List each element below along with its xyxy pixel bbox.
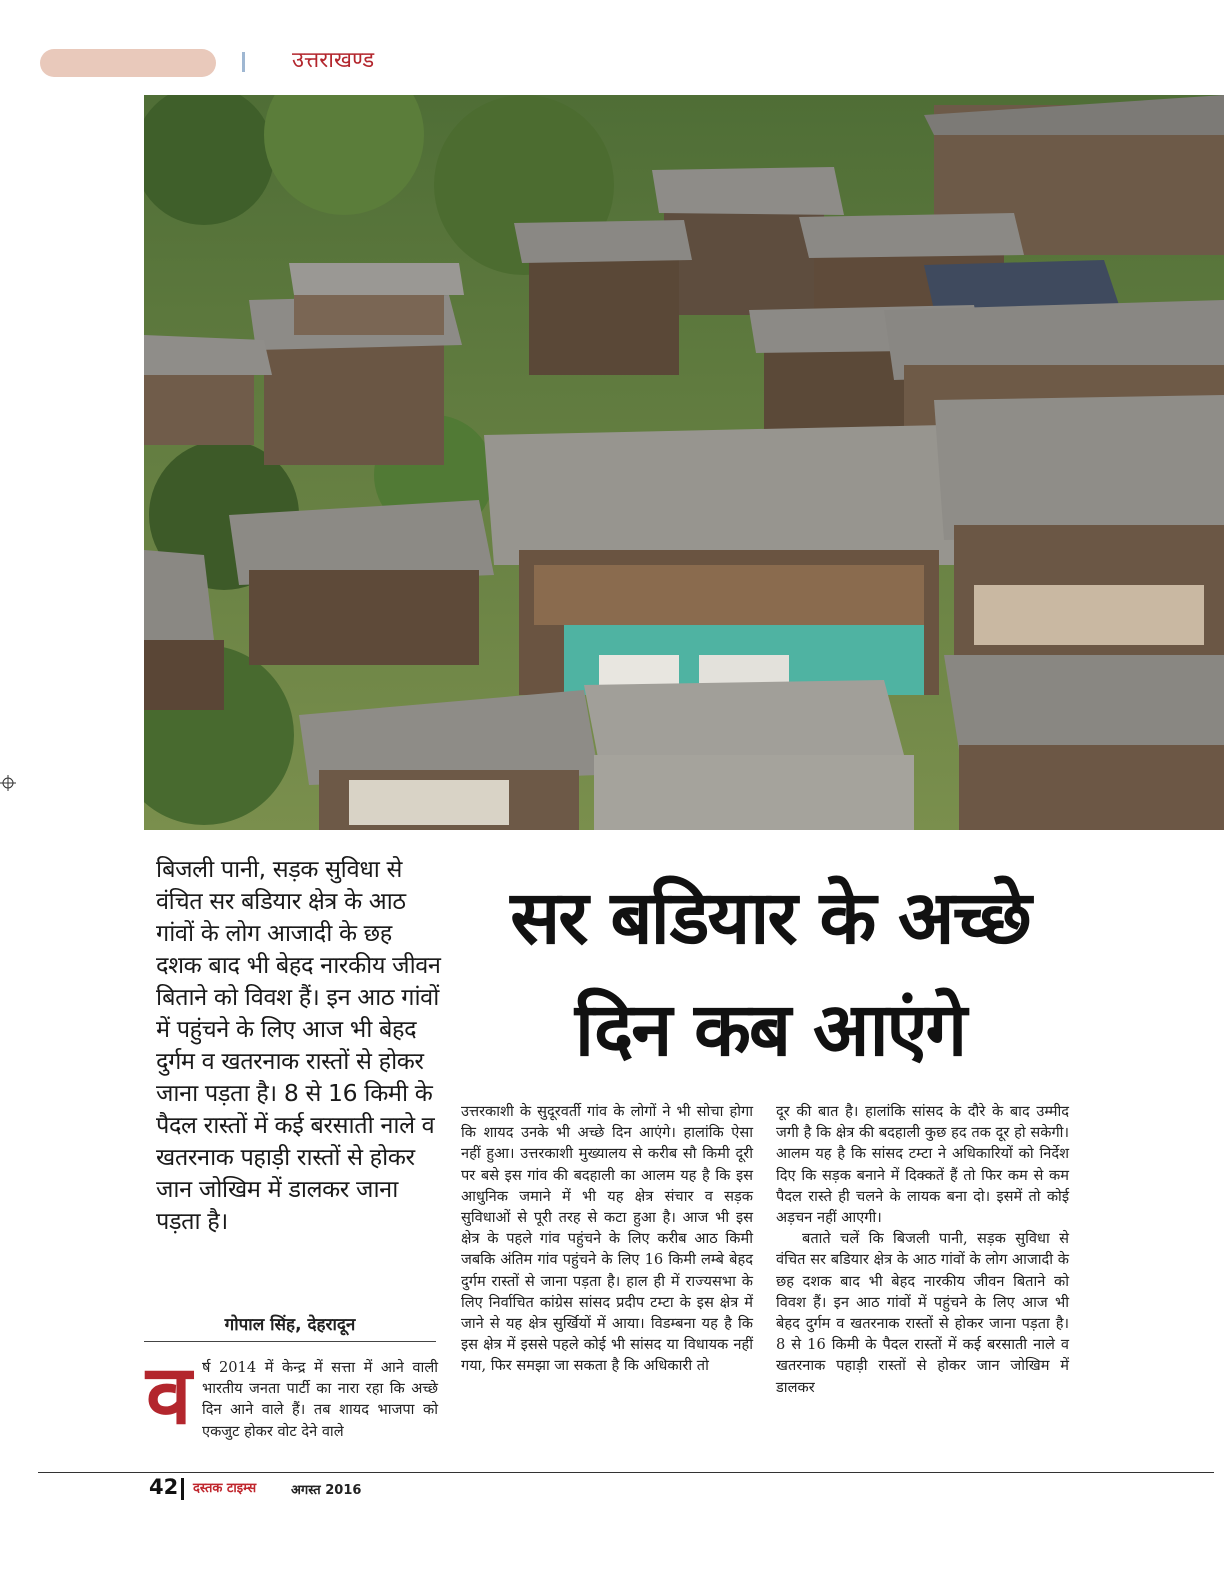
page-number: 42 xyxy=(149,1475,179,1499)
dropcap: व xyxy=(146,1348,192,1443)
section-label: उत्तराखण्ड xyxy=(292,48,375,73)
body-column-1: र्ष 2014 में केन्द्र में सत्ता में आने वाली भारतीय जनता पार्टी का नारा रहा कि अच्छे दिन आने वाले हैं। तब शायद भाजपा को एकजुट होकर वोट देने वाले xyxy=(202,1359,438,1440)
registration-mark-icon xyxy=(0,775,16,791)
section-pill-decoration xyxy=(40,49,216,77)
body-column-3-paragraph-2: बताते चलें कि बिजली पानी, सड़क सुविधा से वंचित सर बडियार क्षेत्र के आठ गांवों के लोग आजादी के छह दशक बाद भी बेहद नारकीय जीवन बिताने को विवश हैं। इन आठ गांवों में पहुंचने के लिए आज भी बेहद दुर्गम व खतरनाक रास्तों से होकर जाना पड़ता है। 8 से 16 किमी के पैदल रास्तों में कई बरसाती नाले व खतरनाक पहाड़ी रास्तों से होकर जान जोखिम में डालकर xyxy=(776,1230,1069,1396)
standfirst: बिजली पानी, सड़क सुविधा से वंचित सर बडियार क्षेत्र के आठ गांवों के लोग आजादी के छह दशक बाद भी बेहद नारकीय जीवन बिताने को विवश हैं। इन आठ गांवों में पहुंचने के लिए आज भी बेहद दुर्गम व खतरनाक रास्तों से होकर जाना पड़ता है। 8 से 16 किमी के पैदल रास्तों में कई बरसाती नाले व खतरनाक पहाड़ी रास्तों से होकर जान जोखिम में डालकर जाना पड़ता है। xyxy=(156,855,441,1235)
publication-logo: दस्तक टाइम्स xyxy=(193,1481,257,1496)
issue-date: अगस्त 2016 xyxy=(291,1483,362,1498)
village-photo-illustration xyxy=(144,95,1224,830)
body-column-3-paragraph-1: दूर की बात है। हालांकि सांसद के दौरे के बाद उम्मीद जगी है कि क्षेत्र की बदहाली कुछ हद तक दूर हो सकेगी। आलम यह है कि सांसद टम्टा ने अधिकारियों को निर्देश दिए कि सड़क बनाने में दिक्कतें हैं तो फिर कम से कम पैदल रास्ते ही चलने के लायक बना दो। इसमें तो कोई अड़चन नहीं आएगी। xyxy=(776,1103,1069,1227)
body-column-3 xyxy=(776,1101,1069,1398)
footer-divider xyxy=(181,1478,184,1500)
headline-line-1: सर बडियार के अच्छे xyxy=(510,875,1030,961)
headline-line-2: दिन कब आएंगे xyxy=(574,987,966,1073)
byline-rule xyxy=(144,1341,436,1342)
footer-rule xyxy=(38,1472,1214,1473)
byline: गोपाल सिंह, देहरादून xyxy=(224,1315,356,1335)
headline xyxy=(460,862,1080,1086)
village-photo xyxy=(144,95,1224,830)
body-column-2: उत्तरकाशी के सुदूरवर्ती गांव के लोगों ने भी सोचा होगा कि शायद उनके भी अच्छे दिन आएंगे। हालांकि ऐसा नहीं हुआ। उत्तरकाशी मुख्यालय से करीब सौ किमी दूरी पर बसे इस गांव की बदहाली का आलम यह है कि इस आधुनिक जमाने में भी यह क्षेत्र संचार व सड़क सुविधाओं से पूरी तरह से कटा हुआ है। आज भी इस क्षेत्र के पहले गांव पहुंचने के लिए करीब आठ किमी जबकि अंतिम गांव पहुंचने के लिए 16 किमी लम्बे बेहद दुर्गम रास्तों से जाना पड़ता है। हाल ही में राज्यसभा के लिए निर्वाचित कांग्रेस सांसद प्रदीप टम्टा के इस क्षेत्र में जाने से यह क्षेत्र सुर्खियों में आया। विडम्बना यह है कि इस क्षेत्र में इससे पहले कोई भी सांसद या विधायक नहीं गया, फिर समझा जा सकता है कि अधिकारी तो xyxy=(461,1103,753,1375)
header-divider xyxy=(242,52,245,72)
